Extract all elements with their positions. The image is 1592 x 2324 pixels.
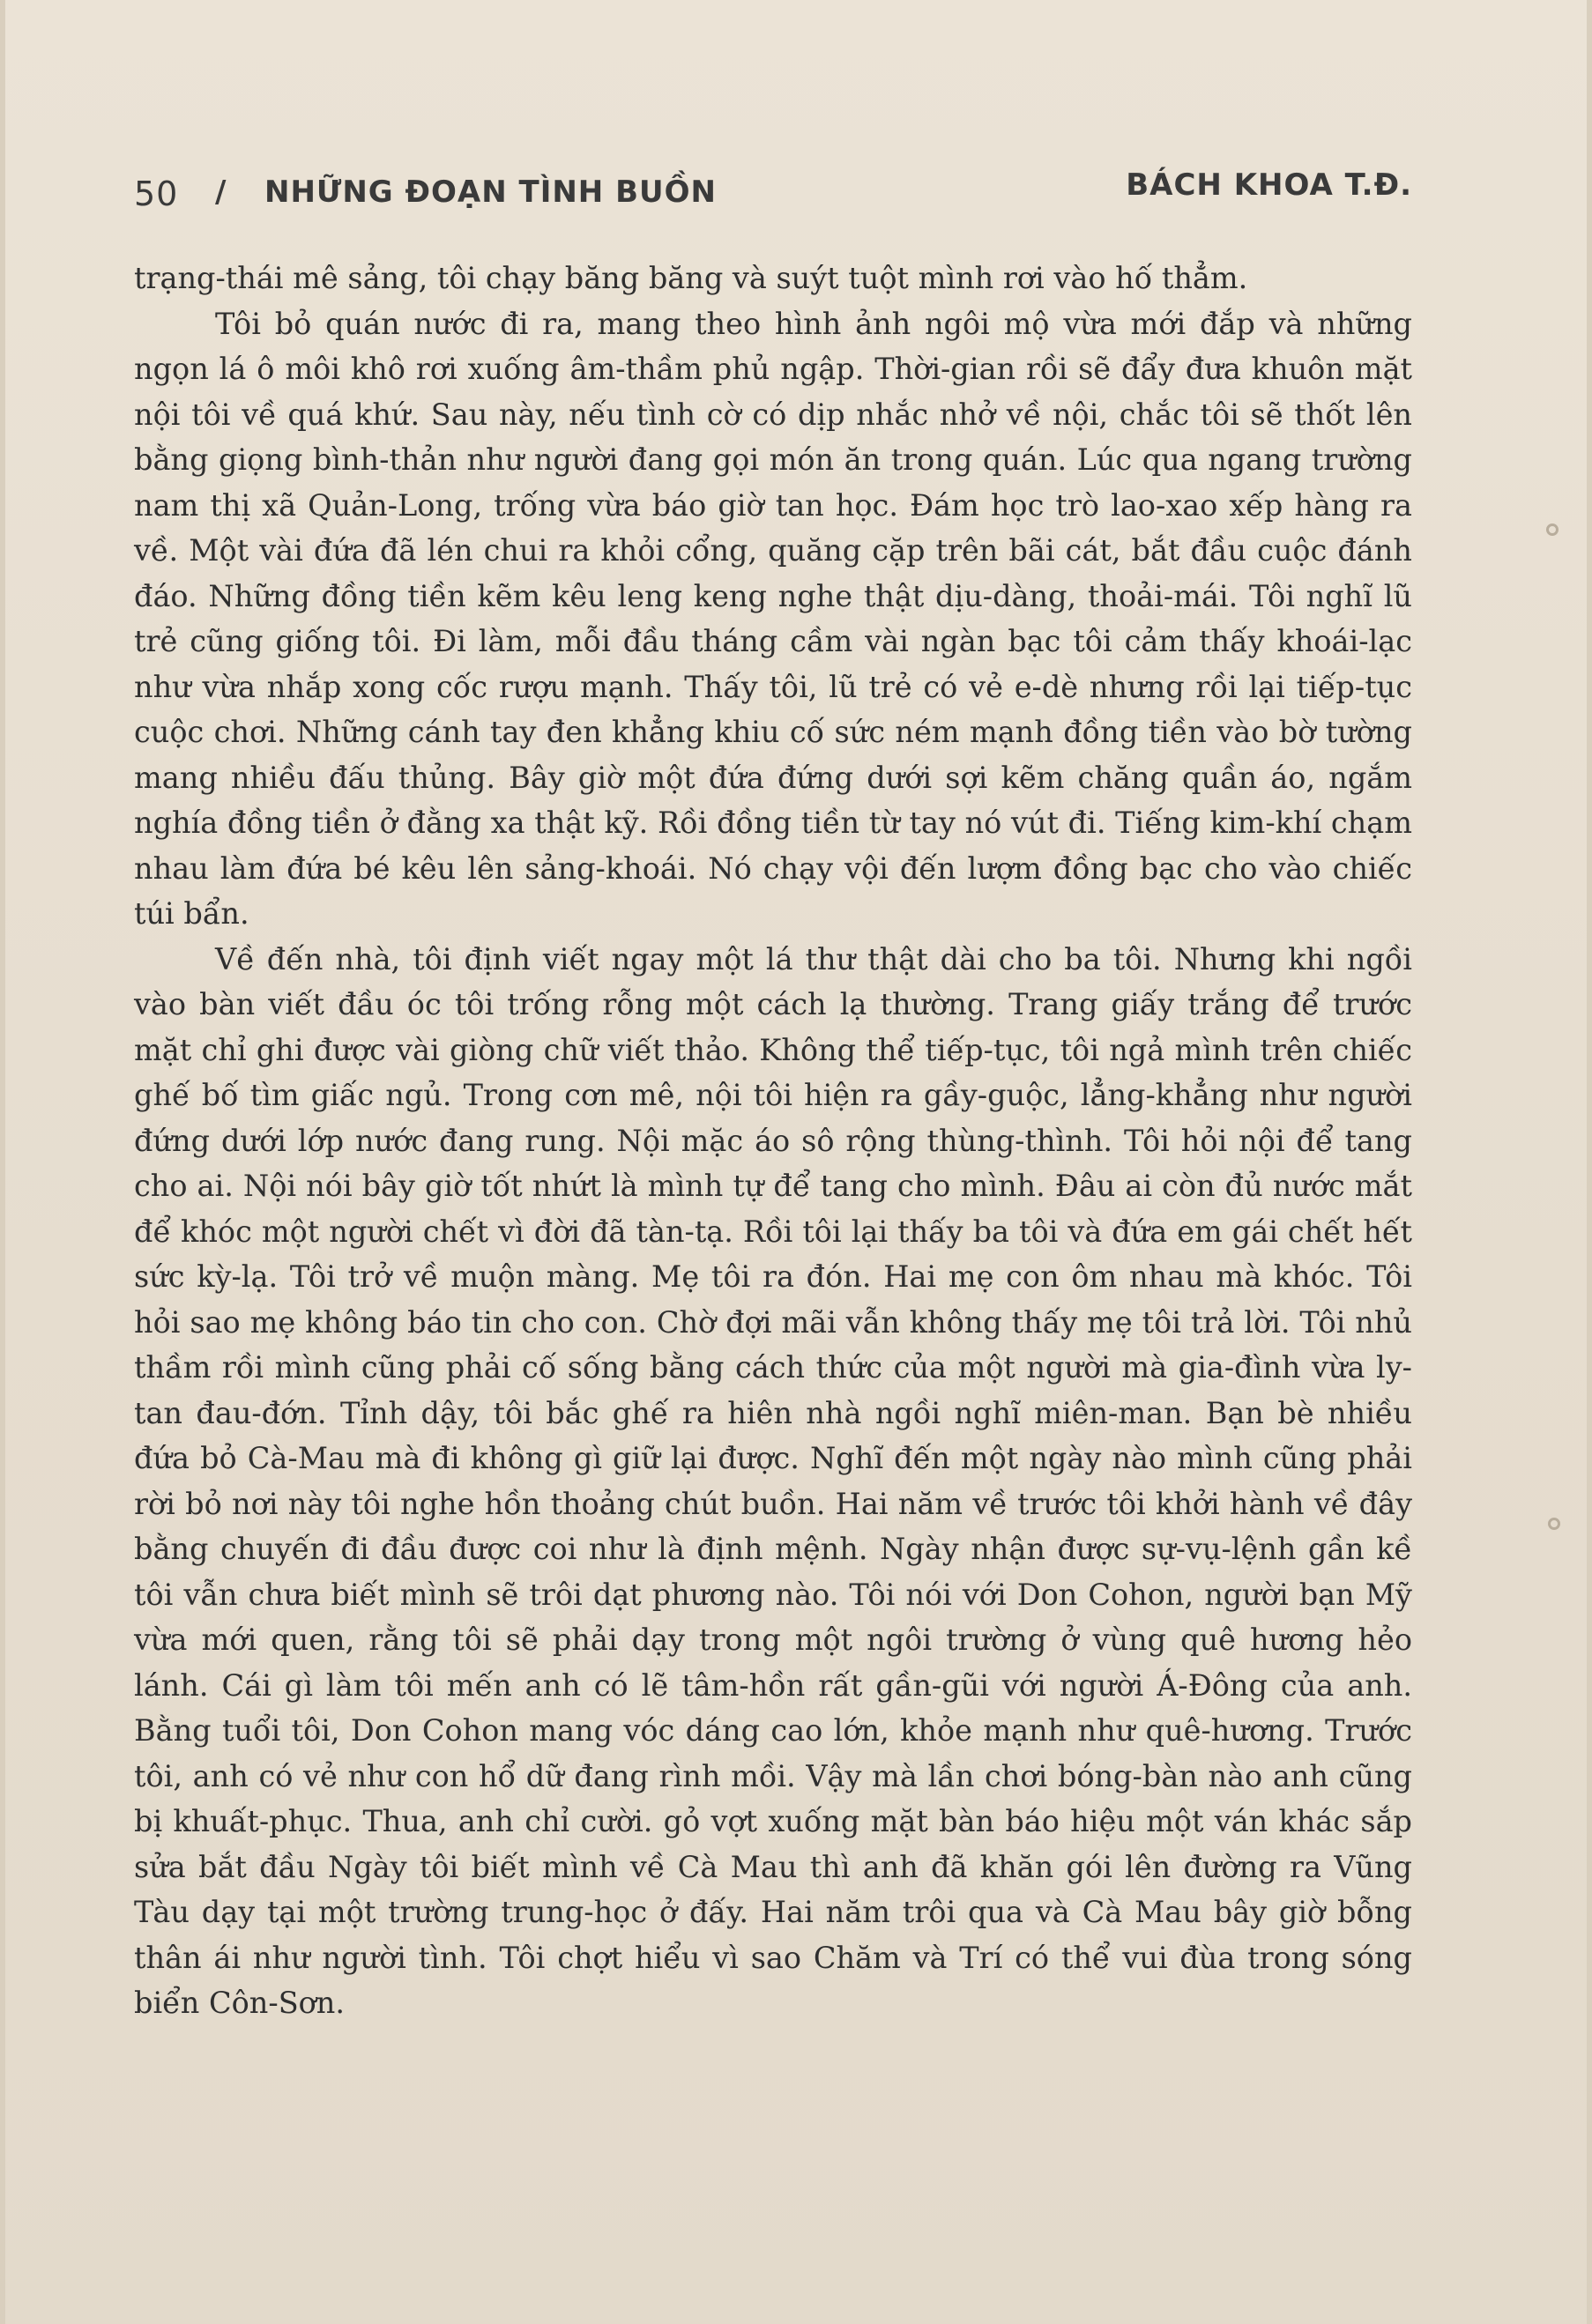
binding-hole-mark xyxy=(1548,1518,1560,1530)
paragraph: Tôi bỏ quán nước đi ra, mang theo hình ảnh ngôi mộ vừa mới đắp và những ngọn lá ô môi khô rơi xuống âm-thầm phủ ngập. Thời-gian rồi sẽ đẩy đưa khuôn mặt nội tôi về quá khứ. Sau này, nếu tình cờ có dịp nhắc nhở về nội, chắc tôi sẽ thốt lên bằng giọng bình-thản như người đang gọi món ăn trong quán. Lúc qua ngang trường nam thị xã Quản-Long, trống vừa báo giờ tan học. Đám học trò lao-xao xếp hàng ra về. Một vài đứa đã lén chui ra khỏi cổng, quăng cặp trên bãi cát, bắt đầu cuộc đánh đáo. Những đồng tiền kẽm kêu leng keng nghe thật dịu-dàng, thoải-mái. Tôi nghĩ lũ trẻ cũng giống tôi. Đi làm, mỗi đầu tháng cầm vài ngàn bạc tôi cảm thấy khoái-lạc như vừa nhắp xong cốc rượu mạnh. Thấy tôi, lũ trẻ có vẻ e-dè nhưng rồi lại tiếp-tục cuộc chơi. Những cánh tay đen khẳng khiu cố sức ném mạnh đồng tiền vào bờ tường mang nhiều đấu thủng. Bây giờ một đứa đứng dưới sợi kẽm chăng quần áo, ngắm nghía đồng tiền ở đằng xa thật kỹ. Rồi đồng tiền từ tay nó vút đi. Tiếng kim-khí chạm nhau làm đứa bé kêu lên sảng-khoái. Nó chạy vội đến lượm đồng bạc cho vào chiếc túi bẩn. xyxy=(134,306,1412,931)
paragraph-continuation: trạng-thái mê sảng, tôi chạy băng băng và suýt tuột mình rơi vào hố thẳm. xyxy=(134,261,1248,295)
running-head xyxy=(134,167,1412,220)
book-title: NHỮNG ĐOẠN TÌNH BUỒN xyxy=(264,174,717,210)
paragraph: Về đến nhà, tôi định viết ngay một lá thư thật dài cho ba tôi. Nhưng khi ngồi vào bàn viết đầu óc tôi trống rỗng một cách lạ thường. Trang giấy trắng để trước mặt chỉ ghi được vài giòng chữ viết thảo. Không thể tiếp-tục, tôi ngả mình trên chiếc ghế bố tìm giấc ngủ. Trong cơn mê, nội tôi hiện ra gầy-guộc, lẳng-khẳng như người đứng dưới lớp nước đang rung. Nội mặc áo sô rộng thùng-thình. Tôi hỏi nội để tang cho ai. Nội nói bây giờ tốt nhứt là mình tự để tang cho mình. Đâu ai còn đủ nước mắt để khóc một người chết vì đời đã tàn-tạ. Rồi tôi lại thấy ba tôi và đứa em gái chết hết sức kỳ-lạ. Tôi trở về muộn màng. Mẹ tôi ra đón. Hai mẹ con ôm nhau mà khóc. Tôi hỏi sao mẹ không báo tin cho con. Chờ đợi mãi vẫn không thấy mẹ tôi trả lời. Tôi nhủ thầm rồi mình cũng phải cố sống bằng cách thức của một người mà gia-đình vừa ly-tan đau-đớn. Tỉnh dậy, tôi bắc ghế ra hiên nhà ngồi nghĩ miên-man. Bạn bè nhiều đứa bỏ Cà-Mau mà đi không gì giữ lại được. Nghĩ đến một ngày nào mình cũng phải rời bỏ nơi này tôi nghe hồn thoảng chút buồn. Hai năm về trước tôi khởi hành về đây bằng chuyến đi đầu được coi như là định mệnh. Ngày nhận được sự-vụ-lệnh gần kề tôi vẫn chưa biết mình sẽ trôi dạt phương nào. Tôi nói với Don Cohon, người bạn Mỹ vừa mới quen, rằng tôi sẽ phải dạy trong một ngôi trường ở vùng quê hương hẻo lánh. Cái gì làm tôi mến anh có lẽ tâm-hồn rất gần-gũi với người Á-Đông của anh. Bằng tuổi tôi, Don Cohon mang vóc dáng cao lớn, khỏe mạnh như quê-hương. Trước tôi, anh có vẻ như con hổ dữ đang rình mồi. Vậy mà lần chơi bóng-bàn nào anh cũng bị khuất-phục. Thua, anh chỉ cười. gỏ vợt xuống mặt bàn báo hiệu một ván khác sắp sửa bắt đầu Ngày tôi biết mình về Cà Mau thì anh đã khăn gói lên đường ra Vũng Tàu dạy tại một trường trung-học ở đấy. Hai năm trôi qua và Cà Mau bây giờ bỗng thân ái như người tình. Tôi chợt hiểu vì sao Chăm và Trí có thể vui đùa trong sóng biển Côn-Sơn. xyxy=(134,941,1412,2020)
body-text xyxy=(134,256,1412,2026)
binding-hole-mark xyxy=(1546,523,1559,536)
publication-name: BÁCH KHOA T.Đ. xyxy=(1126,167,1412,203)
page-number: 50 xyxy=(134,174,179,213)
header-separator: / xyxy=(215,174,227,210)
